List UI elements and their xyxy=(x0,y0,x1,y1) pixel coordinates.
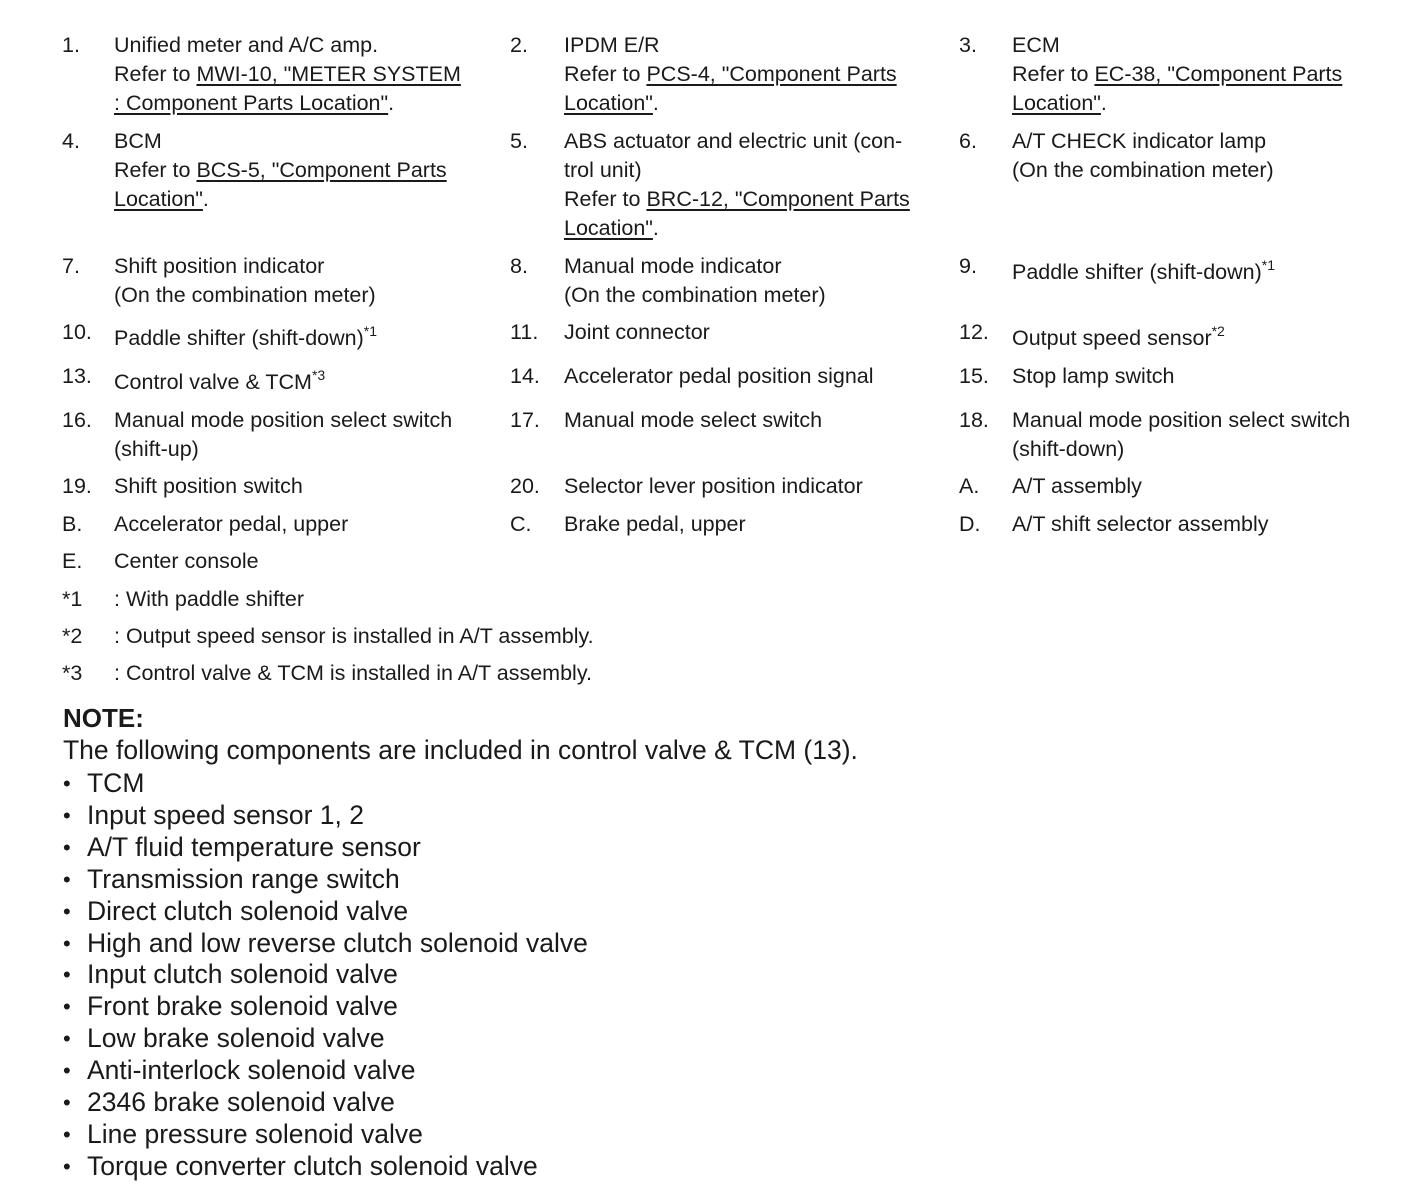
legend-item-text xyxy=(1012,258,1392,287)
legend-item-line xyxy=(564,252,944,281)
legend-text-segment: (shift-up) xyxy=(114,437,199,461)
legend-text-segment: Accelerator pedal position signal xyxy=(564,364,874,388)
note-list-item-text: Input clutch solenoid valve xyxy=(87,959,398,990)
note-list-item xyxy=(63,1119,588,1151)
note-list-item xyxy=(63,928,588,960)
legend-item-text xyxy=(564,510,944,539)
legend-item-line xyxy=(114,60,494,89)
legend-item-line xyxy=(564,510,944,539)
legend-item-line xyxy=(114,547,494,576)
legend-item-text xyxy=(1012,472,1392,501)
note-list-item-text: Input speed sensor 1, 2 xyxy=(87,799,364,830)
bullet-icon: • xyxy=(63,898,71,924)
legend-item-number: A. xyxy=(959,474,980,498)
legend-text-segment: Stop lamp switch xyxy=(1012,364,1175,388)
legend-text-segment: Paddle shifter (shift-down) xyxy=(114,326,364,350)
bullet-icon: • xyxy=(63,802,71,828)
footnote-key: *1 xyxy=(62,587,83,611)
legend-item-line xyxy=(114,127,494,156)
note-list-item-text: Low brake solenoid valve xyxy=(87,1023,385,1054)
legend-item-line xyxy=(114,510,494,539)
note-list-item xyxy=(63,959,588,991)
legend-text-segment: . xyxy=(202,187,209,211)
footnote-marker: *1 xyxy=(363,323,377,339)
legend-item-line xyxy=(1012,127,1392,156)
note-list-item-text: TCM xyxy=(87,768,145,798)
legend-text-segment: Refer to xyxy=(564,62,647,86)
note-list-item-text: High and low reverse clutch solenoid valve xyxy=(87,927,588,958)
legend-item-number: B. xyxy=(62,512,83,536)
legend-text-segment: Manual mode position select switch xyxy=(114,408,453,432)
bullet-icon: • xyxy=(63,771,71,796)
legend-text-segment: Shift position indicator xyxy=(114,254,325,278)
bullet-icon: • xyxy=(63,1058,71,1084)
footnote-key: *2 xyxy=(62,624,83,648)
reference-link[interactable]: MWI-10, "METER SYSTEM xyxy=(196,62,461,86)
legend-text-segment: trol unit) xyxy=(564,158,642,182)
legend-item-line xyxy=(564,406,944,435)
note-list-item-text: Anti-interlock solenoid valve xyxy=(87,1055,416,1086)
legend-item-text xyxy=(564,31,944,118)
bullet-icon: • xyxy=(63,866,71,892)
legend-item-number: 20. xyxy=(510,474,540,498)
legend-item-text xyxy=(114,547,494,576)
footnote-text: : With paddle shifter xyxy=(114,587,305,611)
legend-item-number: 19. xyxy=(62,474,92,498)
legend-item-text xyxy=(114,406,494,464)
footnote-key: *3 xyxy=(62,661,83,685)
note-list-item-text: 2346 brake solenoid valve xyxy=(87,1087,395,1118)
legend-text-segment: Unified meter and A/C amp. xyxy=(114,33,379,57)
reference-link[interactable]: Location" xyxy=(1012,91,1101,115)
legend-text-segment: Manual mode indicator xyxy=(564,254,782,278)
legend-text-segment: Joint connector xyxy=(564,320,710,344)
reference-link[interactable]: EC-38, "Component Parts xyxy=(1094,62,1343,86)
legend-text-segment: A/T CHECK indicator lamp xyxy=(1012,129,1267,153)
legend-text-segment: Manual mode position select switch xyxy=(1012,408,1351,432)
legend-text-segment: IPDM E/R xyxy=(564,33,660,57)
legend-item-number: 8. xyxy=(510,254,528,278)
legend-text-segment: Accelerator pedal, upper xyxy=(114,512,349,536)
legend-item-line xyxy=(1012,31,1392,60)
legend-item-line xyxy=(564,127,944,156)
legend-text-segment: Refer to xyxy=(114,62,197,86)
legend-text-segment: . xyxy=(1100,91,1107,115)
legend-item-line xyxy=(114,252,494,281)
legend-item-text xyxy=(1012,362,1392,391)
legend-item-number: 7. xyxy=(62,254,80,278)
legend-item-text xyxy=(114,127,494,214)
legend-text-segment: ECM xyxy=(1012,33,1060,57)
footnote-text: : Output speed sensor is installed in A/T assembly. xyxy=(114,624,594,648)
note-list-item xyxy=(63,832,588,864)
legend-item-line xyxy=(1012,472,1392,501)
legend-item-number: 5. xyxy=(510,129,528,153)
legend-item-text xyxy=(564,318,944,347)
legend-item-line xyxy=(114,435,494,464)
legend-item-line xyxy=(1012,156,1392,185)
legend-item-line xyxy=(114,472,494,501)
legend-item-line xyxy=(564,318,944,347)
legend-item-line xyxy=(1012,406,1392,435)
legend-item-text xyxy=(564,362,944,391)
legend-text-segment: (On the combination meter) xyxy=(1012,158,1274,182)
legend-item-line xyxy=(564,472,944,501)
legend-text-segment: Manual mode select switch xyxy=(564,408,823,432)
legend-item-number: 16. xyxy=(62,408,92,432)
legend-item-line xyxy=(114,368,494,397)
legend-item-text xyxy=(564,472,944,501)
legend-text-segment: Selector lever position indicator xyxy=(564,474,863,498)
legend-item-number: 4. xyxy=(62,129,80,153)
note-list-item xyxy=(63,768,588,800)
note-list-item xyxy=(63,864,588,896)
note-list-item xyxy=(63,1023,588,1055)
legend-item-line xyxy=(114,281,494,310)
reference-link[interactable]: Location" xyxy=(114,187,203,211)
legend-item-text xyxy=(1012,127,1392,185)
legend-item-number: 18. xyxy=(959,408,989,432)
legend-item-line xyxy=(564,31,944,60)
bullet-icon: • xyxy=(63,994,71,1020)
legend-item-line xyxy=(1012,362,1392,391)
legend-item-text xyxy=(114,472,494,501)
note-title: NOTE: xyxy=(63,703,144,733)
legend-item-line xyxy=(1012,60,1392,89)
legend-item-number: 15. xyxy=(959,364,989,388)
note-body: The following components are included in control valve & TCM (13). xyxy=(63,735,858,765)
bullet-icon: • xyxy=(63,930,71,956)
legend-item-line xyxy=(564,60,944,89)
legend-item-text xyxy=(564,127,944,243)
legend-item-line xyxy=(564,156,944,185)
legend-item-line xyxy=(114,89,494,118)
legend-item-number: 12. xyxy=(959,320,989,344)
legend-item-line xyxy=(114,324,494,353)
note-list-item-text: A/T fluid temperature sensor xyxy=(87,831,421,862)
legend-item-number: 9. xyxy=(959,254,977,278)
legend-item-line xyxy=(1012,435,1392,464)
legend-item-text xyxy=(114,31,494,118)
legend-text-segment: . xyxy=(652,216,659,240)
legend-item-text xyxy=(114,510,494,539)
note-list-item xyxy=(63,800,588,832)
footnote-marker: *1 xyxy=(1261,257,1275,273)
bullet-icon: • xyxy=(63,1153,71,1179)
legend-item-line xyxy=(114,185,494,214)
legend-item-number: 1. xyxy=(62,33,80,57)
legend-item-number: C. xyxy=(510,512,532,536)
legend-item-line xyxy=(1012,258,1392,287)
bullet-icon: • xyxy=(63,834,71,860)
legend-text-segment: A/T shift selector assembly xyxy=(1012,512,1269,536)
reference-link[interactable]: PCS-4, "Component Parts xyxy=(646,62,897,86)
legend-item-line xyxy=(1012,510,1392,539)
reference-link[interactable]: Location" xyxy=(564,91,653,115)
legend-item-number: 14. xyxy=(510,364,540,388)
legend-text-segment: Brake pedal, upper xyxy=(564,512,746,536)
footnote-marker: *3 xyxy=(311,367,326,383)
note-list-item-text: Direct clutch solenoid valve xyxy=(87,895,409,926)
footnote-text: : Control valve & TCM is installed in A/T assembly. xyxy=(114,661,592,685)
legend-item-text xyxy=(114,368,494,397)
legend-item-line xyxy=(564,362,944,391)
note-list-item-text: Transmission range switch xyxy=(87,863,400,894)
legend-item-number: 6. xyxy=(959,129,977,153)
legend-item-number: 3. xyxy=(959,33,977,57)
bullet-icon: • xyxy=(63,1090,71,1116)
legend-item-line xyxy=(114,406,494,435)
note-list-item xyxy=(63,1087,588,1119)
note-list-item-text: Line pressure solenoid valve xyxy=(87,1118,423,1149)
legend-text-segment: ABS actuator and electric unit (con- xyxy=(564,129,903,153)
note-component-list xyxy=(63,768,588,1183)
note-list-item-text: Torque converter clutch solenoid valve xyxy=(87,1150,538,1181)
legend-text-segment: (shift-down) xyxy=(1012,437,1125,461)
legend-item-text xyxy=(564,406,944,435)
legend-text-segment: Center console xyxy=(114,549,259,573)
legend-item-number: 2. xyxy=(510,33,528,57)
legend-text-segment: Output speed sensor xyxy=(1012,326,1212,350)
note-list-item xyxy=(63,1055,588,1087)
legend-item-line xyxy=(1012,324,1392,353)
legend-item-line xyxy=(564,214,944,243)
legend-text-segment: A/T assembly xyxy=(1012,474,1142,498)
bullet-icon: • xyxy=(63,1026,71,1052)
legend-text-segment: Refer to xyxy=(1012,62,1095,86)
legend-item-line xyxy=(1012,89,1392,118)
note-list-item-text: Front brake solenoid valve xyxy=(87,991,398,1022)
bullet-icon: • xyxy=(63,962,71,988)
legend-item-text xyxy=(564,252,944,310)
legend-item-text xyxy=(1012,31,1392,118)
note-list-item xyxy=(63,991,588,1023)
legend-text-segment: Refer to xyxy=(564,187,647,211)
legend-text-segment: Control valve & TCM xyxy=(114,370,312,394)
legend-text-segment: Shift position switch xyxy=(114,474,303,498)
legend-text-segment: (On the combination meter) xyxy=(564,283,826,307)
legend-item-line xyxy=(564,89,944,118)
legend-item-number: 13. xyxy=(62,364,92,388)
reference-link[interactable]: BRC-12, "Component Parts xyxy=(646,187,910,211)
legend-text-segment: (On the combination meter) xyxy=(114,283,376,307)
note-list-item xyxy=(63,1151,588,1183)
legend-item-line xyxy=(564,185,944,214)
legend-item-line xyxy=(564,281,944,310)
legend-item-text xyxy=(1012,324,1392,353)
legend-item-line xyxy=(114,31,494,60)
legend-item-text xyxy=(1012,406,1392,464)
legend-item-number: E. xyxy=(62,549,83,573)
legend-item-number: 10. xyxy=(62,320,92,344)
legend-item-number: D. xyxy=(959,512,981,536)
legend-text-segment: Refer to xyxy=(114,158,197,182)
legend-text-segment: . xyxy=(652,91,659,115)
legend-text-segment: . xyxy=(388,91,395,115)
reference-link[interactable]: : Component Parts Location" xyxy=(114,91,389,115)
reference-link[interactable]: Location" xyxy=(564,216,653,240)
legend-item-text xyxy=(114,324,494,353)
legend-item-line xyxy=(114,156,494,185)
reference-link[interactable]: BCS-5, "Component Parts xyxy=(196,158,447,182)
legend-item-number: 11. xyxy=(510,320,539,344)
legend-text-segment: Paddle shifter (shift-down) xyxy=(1012,260,1262,284)
legend-item-text xyxy=(114,252,494,310)
bullet-icon: • xyxy=(63,1121,71,1147)
legend-item-text xyxy=(1012,510,1392,539)
note-list-item xyxy=(63,896,588,928)
footnote-marker: *2 xyxy=(1211,323,1225,339)
legend-item-number: 17. xyxy=(510,408,540,432)
legend-text-segment: BCM xyxy=(114,129,162,153)
